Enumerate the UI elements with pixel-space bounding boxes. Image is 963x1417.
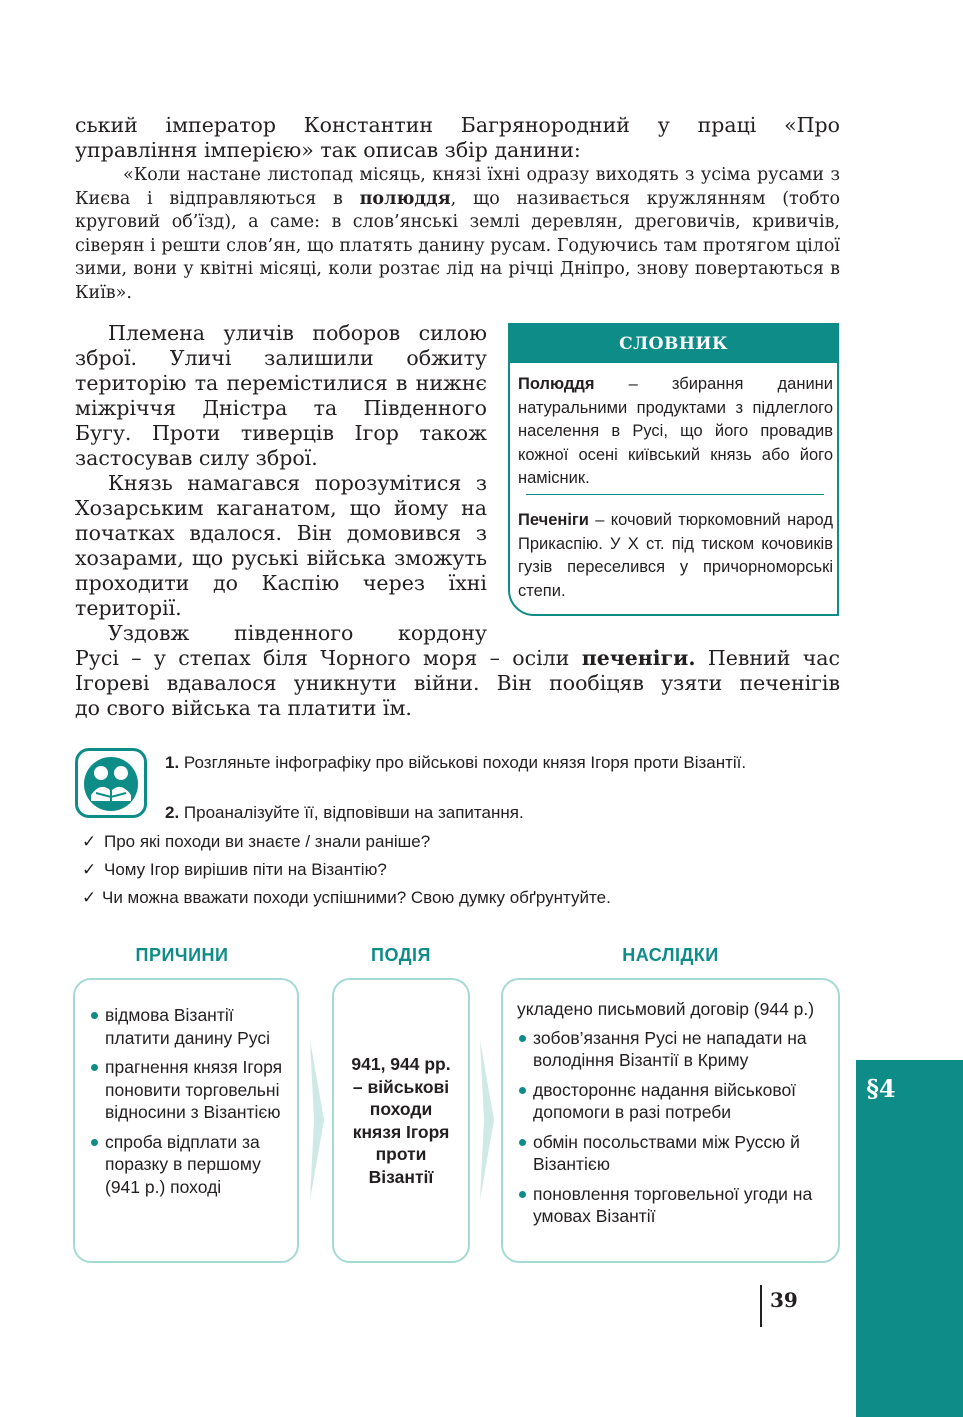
causes-title: ПРИЧИНИ bbox=[135, 945, 229, 965]
event-title: ПОДІЯ bbox=[371, 945, 431, 965]
cause-item: прагнення князя Ігоря поновити торговельні відносини з Візантією bbox=[89, 1056, 287, 1124]
intro-line-1: ський імператор Константин Багрянородний у праці «Про bbox=[75, 113, 840, 137]
pechenegs-line-1 bbox=[75, 646, 840, 671]
paragraph-border-start: Уздовж південного кордону bbox=[108, 621, 487, 645]
section-tab bbox=[856, 1060, 963, 1417]
checkmark-icon: ✓ bbox=[82, 860, 97, 879]
result-item: поновлення торговельної угоди на умовах Візантії bbox=[517, 1183, 826, 1228]
question-3 bbox=[82, 887, 611, 908]
glossary-def-pechenihy: – кочовий тюркомовний народ Прикаспію. У X ст. під тиском кочовиків гузів переселився у причорноморські степи. bbox=[518, 511, 833, 600]
arrow-right-icon bbox=[310, 1040, 324, 1200]
results-box bbox=[501, 978, 840, 1263]
section-label: §4 bbox=[866, 1074, 896, 1103]
glossary-box bbox=[508, 323, 839, 616]
causes-list bbox=[89, 1004, 287, 1198]
event-text: 941, 944 рр. – військові походи князя Ігоря проти Візантії bbox=[351, 1054, 451, 1187]
historical-quote bbox=[75, 164, 840, 305]
results-title: НАСЛІДКИ bbox=[622, 945, 719, 965]
page-number-divider bbox=[760, 1285, 762, 1327]
glossary-def-poliuddia: – збирання данини натуральними продуктами з підлеглого населення в Русі, що його провадив кожної осені київський князь або його намісник. bbox=[518, 375, 833, 487]
question-2-text: Чому Ігор вирішив піти на Візантію? bbox=[104, 860, 387, 879]
result-item: обмін посольствами між Руссю й Візантією bbox=[517, 1131, 826, 1176]
checkmark-icon: ✓ bbox=[82, 832, 97, 851]
group-reading-icon bbox=[75, 748, 147, 818]
quote-bold-term: полюддя bbox=[359, 188, 451, 209]
event-box bbox=[332, 978, 470, 1263]
intro-text bbox=[75, 113, 840, 163]
task-1-number: 1. bbox=[165, 753, 180, 772]
pechenegs-bold-term: печеніги. bbox=[581, 646, 696, 670]
result-item: зобов’язання Русі не нападати на володіння Візантії в Криму bbox=[517, 1027, 826, 1072]
quote-text-end: , що називається кружлянням (тобто круговий об’їзд), а саме: в слов’янські землі деревлян, дреговичів, кривичів, сіверян і решти слов’ян, що платять данину русам. Годуючись там протягом цілої зими, вони у квітні місяці, коли розтає лід на річці Дніпро, знову повертаються в Київ». bbox=[75, 188, 840, 303]
glossary-entry-poliuddia bbox=[518, 373, 833, 491]
quote-text-start: «Коли настане листопад місяць, князі їхні одразу виходять з усіма русами з Києва і відправляються в bbox=[75, 165, 840, 209]
paragraph-khazars: Князь намагався порозумітися з Хозарським каганатом, що йому на початках вдалося. Він домовився з хозарами, що руські війська зможуть проходити до Каспію через їхні території. bbox=[75, 471, 487, 620]
question-3-text: Чи можна вважати походи успішними? Свою думку обґрунтуйте. bbox=[102, 888, 611, 907]
intro-line-2: управління імперією» так описав збір данини: bbox=[75, 138, 581, 162]
glossary-term-poliuddia: Полюддя bbox=[518, 375, 595, 393]
task-2-number: 2. bbox=[165, 803, 180, 822]
pechenegs-line-2: Ігореві вдавалося уникнути війни. Він пообіцяв узяти печенігів bbox=[75, 671, 840, 695]
causes-box bbox=[73, 978, 299, 1263]
cause-item: відмова Візантії платити данину Русі bbox=[89, 1004, 287, 1049]
checkmark-icon: ✓ bbox=[82, 888, 97, 907]
glossary-entry-pechenihy bbox=[518, 509, 833, 603]
results-list bbox=[517, 1027, 826, 1228]
page-number: 39 bbox=[770, 1288, 798, 1312]
left-column-text bbox=[75, 321, 487, 646]
cause-item: спроба відплати за поразку в першому (941 р.) поході bbox=[89, 1131, 287, 1199]
question-1 bbox=[82, 831, 430, 852]
question-1-text: Про які походи ви знаєте / знали раніше? bbox=[104, 832, 431, 851]
pechenegs-line-1-start: Русі – у степах біля Чорного моря – осіли bbox=[75, 646, 582, 670]
question-2 bbox=[82, 859, 387, 880]
task-1 bbox=[165, 752, 840, 773]
pechenegs-text bbox=[75, 646, 840, 721]
pechenegs-line-1-end: Певний час bbox=[695, 646, 840, 670]
glossary-term-pechenihy: Печеніги bbox=[518, 511, 589, 529]
task-2 bbox=[165, 802, 840, 823]
results-intro: укладено письмовий договір (944 р.) bbox=[517, 999, 815, 1019]
pechenegs-line-3: до свого війська та платити їм. bbox=[75, 696, 412, 720]
arrow-right-icon bbox=[480, 1040, 494, 1200]
paragraph-ulychi: Племена уличів поборов силою зброї. Уличі залишили обжиту територію та перемістилися в нижнє міжріччя Дністра та Південного Бугу. Проти тиверців Ігор також застосував силу зброї. bbox=[75, 321, 487, 470]
task-1-text: Розгляньте інфографіку про військові походи князя Ігоря проти Візантії. bbox=[183, 753, 747, 772]
task-2-text: Проаналізуйте її, відповівши на запитання. bbox=[183, 803, 524, 822]
glossary-title: СЛОВНИК bbox=[510, 325, 837, 363]
glossary-divider bbox=[526, 494, 824, 495]
result-item: двостороннє надання військової допомоги в разі потреби bbox=[517, 1079, 826, 1124]
